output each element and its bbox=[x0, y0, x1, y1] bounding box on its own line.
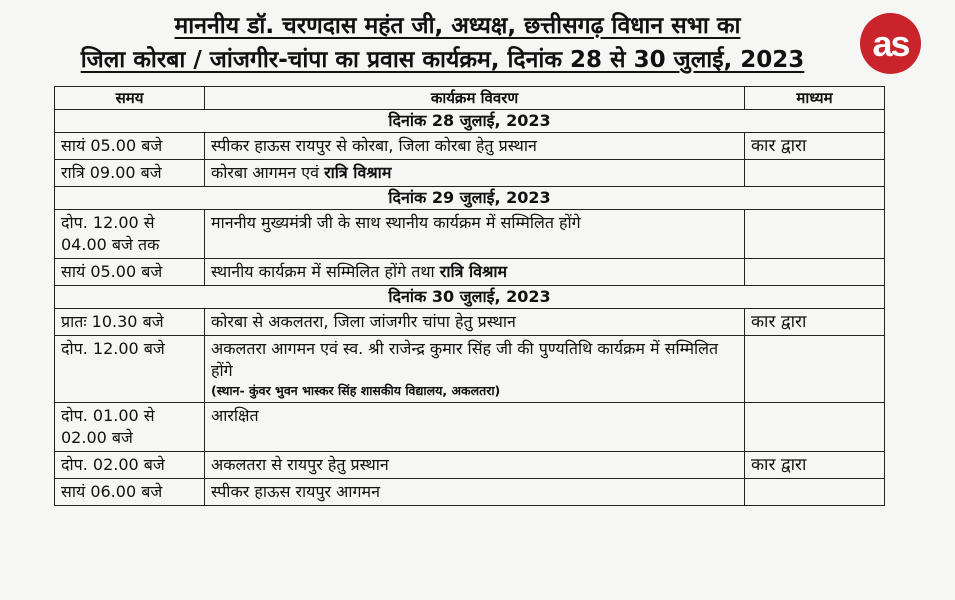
row-medium bbox=[745, 160, 885, 187]
table-row bbox=[55, 336, 885, 403]
document-title-line1: माननीय डॉ. चरणदास महंत जी, अध्यक्ष, छत्तीसगढ़ विधान सभा का bbox=[174, 13, 741, 39]
row-time: रात्रि 09.00 बजे bbox=[55, 160, 205, 187]
row-desc-bold: रात्रि विश्राम bbox=[439, 262, 508, 281]
row-desc-text: स्थानीय कार्यक्रम में सम्मिलित होंगे तथा bbox=[211, 262, 440, 281]
row-desc-text: स्पीकर हाऊस रायपुर आगमन bbox=[211, 482, 380, 501]
date-row bbox=[55, 286, 885, 309]
watermark-logo-icon: as bbox=[860, 13, 921, 74]
row-time: दोप. 02.00 बजे bbox=[55, 452, 205, 479]
row-medium bbox=[745, 210, 885, 259]
row-desc-text: स्पीकर हाऊस रायपुर से कोरबा, जिला कोरबा हेतु प्रस्थान bbox=[211, 136, 537, 155]
row-desc-text: आरक्षित bbox=[211, 406, 259, 425]
row-description bbox=[205, 160, 745, 187]
table-header-row bbox=[55, 87, 885, 110]
row-time: दोप. 01.00 से 02.00 बजे bbox=[55, 403, 205, 452]
row-time: प्रातः 10.30 बजे bbox=[55, 309, 205, 336]
row-medium bbox=[745, 259, 885, 286]
row-time: सायं 05.00 बजे bbox=[55, 133, 205, 160]
row-medium: कार द्वारा bbox=[745, 452, 885, 479]
row-desc-text: कोरबा से अकलतरा, जिला जांजगीर चांपा हेतु प्रस्थान bbox=[211, 312, 516, 331]
table-row bbox=[55, 210, 885, 259]
row-venue-note: (स्थान- कुंवर भुवन भास्कर सिंह शासकीय विद्यालय, अकलतरा) bbox=[211, 383, 501, 398]
date-row bbox=[55, 187, 885, 210]
row-description bbox=[205, 479, 745, 506]
row-description bbox=[205, 309, 745, 336]
row-medium bbox=[745, 336, 885, 403]
row-desc-text: कोरबा आगमन एवं bbox=[211, 163, 325, 182]
row-description bbox=[205, 403, 745, 452]
row-medium: कार द्वारा bbox=[745, 309, 885, 336]
row-time: दोप. 12.00 बजे bbox=[55, 336, 205, 403]
row-desc-text: माननीय मुख्यमंत्री जी के साथ स्थानीय कार्यक्रम में सम्मिलित होंगे bbox=[211, 213, 581, 232]
row-description bbox=[205, 336, 745, 403]
table-row bbox=[55, 479, 885, 506]
table-row bbox=[55, 259, 885, 286]
row-medium bbox=[745, 403, 885, 452]
row-time: दोप. 12.00 से 04.00 बजे तक bbox=[55, 210, 205, 259]
row-description bbox=[205, 133, 745, 160]
row-description bbox=[205, 259, 745, 286]
date-heading: दिनांक 29 जुलाई, 2023 bbox=[55, 187, 885, 210]
header-medium: माध्यम bbox=[745, 87, 885, 110]
schedule-table bbox=[54, 86, 885, 506]
row-time: सायं 05.00 बजे bbox=[55, 259, 205, 286]
header-time: समय bbox=[55, 87, 205, 110]
date-heading: दिनांक 30 जुलाई, 2023 bbox=[55, 286, 885, 309]
table-row bbox=[55, 403, 885, 452]
row-medium bbox=[745, 479, 885, 506]
row-medium: कार द्वारा bbox=[745, 133, 885, 160]
date-row bbox=[55, 110, 885, 133]
row-desc-text: अकलतरा आगमन एवं स्व. श्री राजेन्द्र कुमार सिंह जी की पुण्यतिथि कार्यक्रम में सम्मिलित होंगे bbox=[211, 339, 719, 380]
table-row bbox=[55, 452, 885, 479]
table-row bbox=[55, 133, 885, 160]
row-description bbox=[205, 210, 745, 259]
row-description bbox=[205, 452, 745, 479]
row-desc-text: अकलतरा से रायपुर हेतु प्रस्थान bbox=[211, 455, 389, 474]
row-time: सायं 06.00 बजे bbox=[55, 479, 205, 506]
table-row bbox=[55, 160, 885, 187]
document-title-line2: जिला कोरबा / जांजगीर-चांपा का प्रवास कार्यक्रम, दिनांक 28 से 30 जुलाई, 2023 bbox=[80, 47, 805, 73]
table-row bbox=[55, 309, 885, 336]
date-heading: दिनांक 28 जुलाई, 2023 bbox=[55, 110, 885, 133]
row-desc-bold: रात्रि विश्राम bbox=[324, 163, 392, 182]
header-details: कार्यक्रम विवरण bbox=[205, 87, 745, 110]
